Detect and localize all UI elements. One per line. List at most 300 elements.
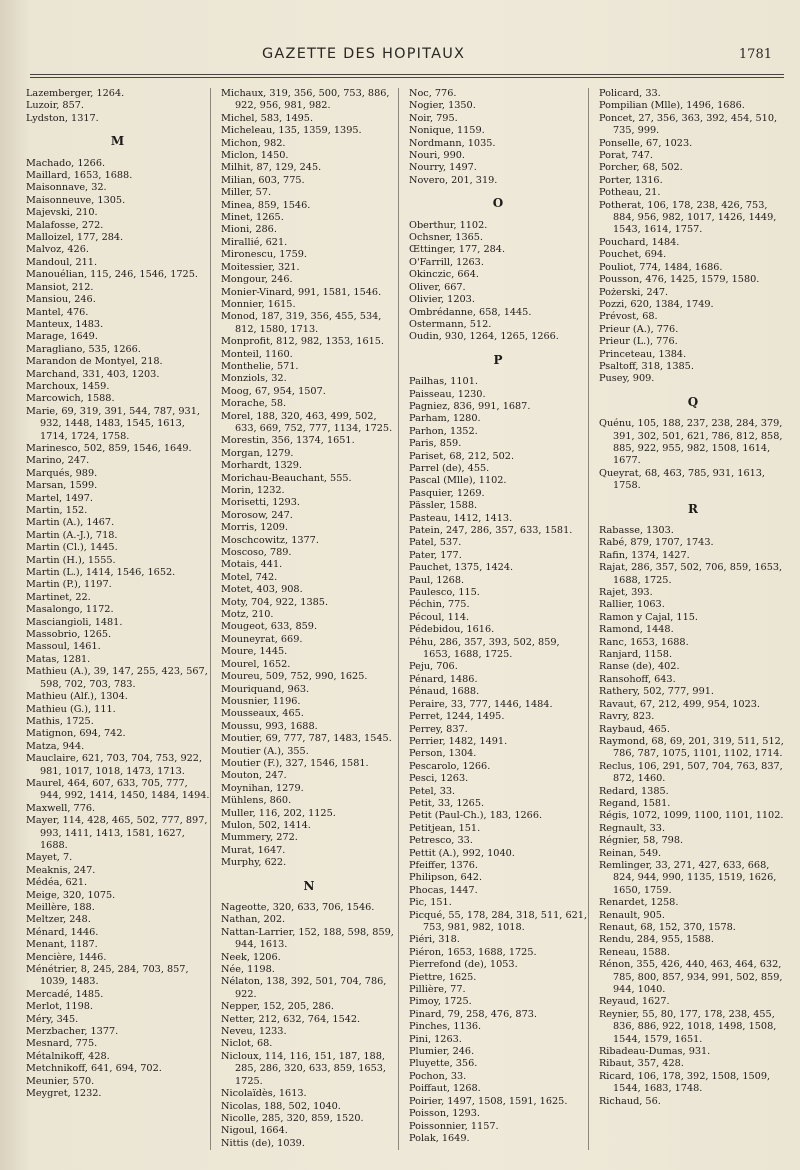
index-entry: Moschcowitz, 1377. [221, 534, 319, 546]
header-rule-thin [30, 74, 784, 75]
index-entry: Renault, 905. [599, 909, 666, 921]
index-entry: Merlot, 1198. [26, 1001, 93, 1013]
index-entry: Mansiou, 246. [26, 294, 96, 306]
index-entry: Majevski, 210. [26, 207, 98, 219]
index-entry: Moscoso, 789. [221, 547, 292, 559]
index-entry: Marie, 69, 319, 391, 544, 787, 931, 932, 1448, 1483, 1545, 1613, 1714, 1724, 1758. [26, 405, 200, 442]
index-entry: Metchnikoff, 641, 694, 702. [26, 1063, 162, 1075]
index-entry: Martin (Cl.), 1445. [26, 542, 118, 554]
index-entry: Paul, 1268. [409, 574, 465, 586]
index-entry: Moussu, 993, 1688. [221, 720, 318, 732]
index-entry: Queyrat, 68, 463, 785, 931, 1613, 1758. [599, 467, 766, 492]
index-entry: Mathieu (A.), 39, 147, 255, 423, 567, 598, 702, 703, 783. [26, 666, 208, 690]
index-entry: Person, 1304. [409, 748, 477, 760]
index-entry: Muller, 116, 202, 1125. [221, 807, 336, 819]
index-entry: Ranjard, 1158. [599, 649, 673, 661]
index-entry: Manouélian, 115, 246, 1546, 1725. [26, 269, 198, 281]
index-entry: Lazemberger, 1264. [26, 88, 125, 99]
index-entry: Matza, 944. [26, 740, 85, 752]
index-entry: Nouri, 990. [409, 150, 466, 162]
index-entry: Matignon, 694, 742. [26, 728, 126, 740]
index-entry: Prévost, 68. [599, 311, 658, 323]
index-entry: Pożerski, 247. [599, 286, 669, 298]
index-entry: Mercadé, 1485. [26, 988, 104, 1000]
index-column-1 [22, 88, 210, 1150]
index-entry: Pini, 1263. [409, 1033, 462, 1045]
index-entry: Meltzer, 248. [26, 914, 91, 926]
index-entry: Régnier, 58, 798. [599, 835, 684, 847]
index-entry: Philipson, 642. [409, 872, 483, 884]
index-entry: Ravaut, 67, 212, 499, 954, 1023. [599, 698, 760, 710]
index-entry: Rajet, 393. [599, 587, 653, 599]
index-entry: Parrel (de), 455. [409, 462, 490, 474]
index-entry: Rabasse, 1303. [599, 525, 674, 536]
index-entry: Nicolaïdès, 1613. [221, 1088, 307, 1100]
index-entry: Méry, 345. [26, 1013, 79, 1025]
index-entry: Nonique, 1159. [409, 125, 485, 137]
index-entry: Matas, 1281. [26, 653, 91, 665]
index-entry: Mourel, 1652. [221, 658, 291, 670]
index-entry: Parham, 1280. [409, 413, 481, 425]
index-entry: Ombrédanne, 658, 1445. [409, 306, 532, 318]
index-entry: Motz, 210. [221, 609, 274, 621]
index-entry: Poirier, 1497, 1508, 1591, 1625. [409, 1095, 568, 1107]
index-entry: Milian, 603, 775. [221, 174, 305, 186]
index-entry: Pouchet, 694. [599, 249, 667, 261]
index-entry: Minea, 859, 1546. [221, 199, 311, 211]
index-entry: Monod, 187, 319, 356, 455, 534, 812, 1580, 1713. [221, 311, 382, 335]
index-entry: Phocas, 1447. [409, 884, 478, 896]
index-entry: Pic, 151. [409, 897, 452, 909]
index-entry: Motais, 441. [221, 559, 283, 571]
index-entry: Mironescu, 1759. [221, 249, 307, 261]
index-entry: Pédebidou, 1616. [409, 624, 495, 636]
index-entry: Nicolle, 285, 320, 859, 1520. [221, 1112, 364, 1124]
index-entry: Ménard, 1446. [26, 926, 99, 938]
index-entry: Mathieu (Alf.), 1304. [26, 691, 128, 703]
index-entry: Morris, 1209. [221, 522, 288, 534]
index-entry: Potheau, 21. [599, 187, 661, 199]
index-entry: Reclus, 106, 291, 507, 704, 763, 837, 872, 1460. [599, 760, 783, 785]
index-entry: Ramond, 1448. [599, 624, 674, 636]
index-entry: Monprofit, 812, 982, 1353, 1615. [221, 336, 385, 348]
index-entry: Maxwell, 776. [26, 802, 96, 814]
index-entry: Poncet, 27, 356, 363, 392, 454, 510, 735, 999. [599, 112, 778, 137]
index-entry: Massobrio, 1265. [26, 629, 112, 641]
index-entry: Mathieu (G.), 111. [26, 703, 116, 715]
index-entry: Michon, 982. [221, 137, 286, 149]
index-entry: Pagniez, 836, 991, 1687. [409, 400, 531, 412]
index-entry: Ravry, 823. [599, 711, 655, 723]
index-entry: Monier-Vinard, 991, 1581, 1546. [221, 286, 382, 298]
index-entry: Péhu, 286, 357, 393, 502, 859, 1653, 1688, 1725. [409, 636, 560, 661]
index-entry: Quénu, 105, 188, 237, 238, 284, 379, 391, 302, 501, 621, 786, 812, 858, 885, 922, 955, 982, 1508, 1614, 1677. [599, 418, 783, 467]
index-entry: Poissonnier, 1157. [409, 1120, 499, 1132]
index-entry: Pouchard, 1484. [599, 236, 680, 248]
index-entry: Paisseau, 1230. [409, 388, 486, 400]
index-entry: Pinches, 1136. [409, 1021, 482, 1033]
index-entry: Meygret, 1232. [26, 1088, 102, 1100]
index-entry: Malloizel, 177, 284. [26, 232, 124, 244]
index-entry: Martinet, 22. [26, 591, 91, 603]
index-entry: Mouneyrat, 669. [221, 633, 303, 645]
index-entry: Malafosse, 272. [26, 219, 104, 231]
index-entry: Monziols, 32. [221, 373, 287, 385]
index-entry: Michaux, 319, 356, 500, 753, 886, 922, 956, 981, 982. [221, 88, 390, 112]
index-entry: Redard, 1385. [599, 785, 669, 797]
index-entry: Murat, 1647. [221, 844, 286, 856]
index-entry: Marino, 247. [26, 455, 90, 467]
index-entry: Pfeiffer, 1376. [409, 859, 479, 871]
index-entry: Lydston, 1317. [26, 112, 99, 124]
index-entry: Pater, 177. [409, 549, 462, 561]
index-entry: Pousson, 476, 1425, 1579, 1580. [599, 274, 760, 286]
index-entry: Morin, 1232. [221, 485, 285, 496]
index-entry: Morosow, 247. [221, 509, 293, 521]
index-entry: Prieur (L.), 776. [599, 336, 678, 348]
index-entry: Morisetti, 1293. [221, 497, 300, 509]
index-entry: Morel, 188, 320, 463, 499, 502, 633, 669, 752, 777, 1134, 1725. [221, 410, 393, 434]
index-entry: Princeteau, 1384. [599, 348, 687, 360]
index-entry: Merzbacher, 1377. [26, 1026, 119, 1038]
index-entry: Perrey, 837. [409, 723, 468, 735]
index-entry: Reynier, 55, 80, 177, 178, 238, 455, 836, 886, 922, 1018, 1498, 1508, 1544, 1579, 1651. [599, 1008, 777, 1045]
index-entry: Pénard, 1486. [409, 673, 478, 685]
index-entry: Petitjean, 151. [409, 822, 481, 834]
index-entry: Milhit, 87, 129, 245. [221, 162, 322, 174]
index-entry: Morhardt, 1329. [221, 460, 303, 472]
index-entry: Poiffaut, 1268. [409, 1083, 481, 1095]
index-entry: Mulon, 502, 1414. [221, 819, 311, 831]
index-entry: Née, 1198. [221, 964, 275, 976]
index-entry: Marqués, 989. [26, 467, 98, 479]
index-entry: Martin (A.-J.), 718. [26, 529, 118, 541]
index-entry: Rajat, 286, 357, 502, 706, 859, 1653, 1688, 1725. [599, 562, 783, 586]
index-entry: Moutier, 69, 777, 787, 1483, 1545. [221, 733, 392, 745]
index-entry: Nélaton, 138, 392, 501, 704, 786, 922. [221, 976, 387, 1000]
index-entry: Mougeot, 633, 859. [221, 621, 318, 633]
index-entry: Péchin, 775. [409, 599, 470, 611]
index-entry: Pillière, 77. [409, 984, 466, 996]
index-entry: Pochon, 33. [409, 1070, 467, 1082]
index-column-4 [588, 88, 788, 1150]
index-entry: Ribaut, 357, 428. [599, 1058, 684, 1070]
index-entry: Meige, 320, 1075. [26, 889, 116, 901]
index-entry: Nigoul, 1664. [221, 1125, 288, 1137]
index-entry: Ochsner, 1365. [409, 232, 484, 244]
index-entry: Nordmann, 1035. [409, 137, 496, 149]
index-entry: Masalongo, 1172. [26, 604, 114, 616]
index-entry: Marchand, 331, 403, 1203. [26, 368, 160, 380]
index-entry: Novero, 201, 319. [409, 174, 498, 186]
index-entry: Pusey, 909. [599, 373, 655, 385]
index-entry: Maisonnave, 32. [26, 182, 107, 194]
index-entry: Martel, 1497. [26, 492, 93, 504]
index-entry: Mirallié, 621. [221, 236, 288, 248]
index-entry: Machado, 1266. [26, 157, 106, 169]
index-entry: Ménétrier, 8, 245, 284, 703, 857, 1039, 1483. [26, 964, 189, 988]
index-entry: Pauchet, 1375, 1424. [409, 562, 514, 574]
index-entry: Moog, 67, 954, 1507. [221, 385, 326, 397]
index-entry: Rafin, 1374, 1427. [599, 549, 690, 561]
index-entry: Patein, 247, 286, 357, 633, 1581. [409, 525, 573, 536]
index-entry: Psaltoff, 318, 1385. [599, 360, 694, 372]
index-entry: Mathis, 1725. [26, 715, 94, 727]
index-entry: Petit (Paul-Ch.), 183, 1266. [409, 810, 543, 822]
index-entry: Mongour, 246. [221, 274, 293, 286]
index-entry: Pascal (Mlle), 1102. [409, 475, 507, 487]
index-entry: Paulesco, 115. [409, 587, 480, 599]
index-entry: Nicloux, 114, 116, 151, 187, 188, 285, 286, 320, 633, 859, 1653, 1725. [221, 1050, 386, 1087]
index-entry: Mummery, 272. [221, 832, 298, 844]
index-entry: Martin, 152. [26, 505, 88, 516]
index-entry: Morichau-Beauchant, 555. [221, 472, 352, 484]
index-entry: Noc, 776. [409, 88, 457, 99]
index-entry: Mencière, 1446. [26, 951, 107, 963]
index-entry: Martin (H.), 1555. [26, 554, 116, 566]
index-entry: Piéri, 318. [409, 934, 460, 946]
index-entry: Miller, 57. [221, 187, 272, 199]
index-entry: Piéron, 1653, 1688, 1725. [409, 946, 537, 958]
index-entry: Maillard, 1653, 1688. [26, 170, 133, 182]
index-entry: Picqué, 55, 178, 284, 318, 511, 621, 753, 981, 982, 1018. [409, 909, 588, 933]
index-entry: Pailhas, 1101. [409, 376, 478, 388]
index-entry: Marsan, 1599. [26, 480, 98, 492]
index-entry: Moutier (A.), 355. [221, 745, 309, 757]
index-entry: Nicolas, 188, 502, 1040. [221, 1100, 341, 1112]
index-entry: Pasteau, 1412, 1413. [409, 512, 513, 524]
index-entry: Monthelie, 571. [221, 360, 299, 372]
index-entry: Mousseaux, 465. [221, 708, 304, 720]
index-entry: Micheleau, 135, 1359, 1395. [221, 125, 362, 137]
index-entry: Maisonneuve, 1305. [26, 194, 126, 206]
index-entry: Petit, 33, 1265. [409, 797, 485, 809]
index-entry: Mühlens, 860. [221, 795, 292, 807]
index-entry: O'Farrill, 1263. [409, 256, 484, 268]
index-entry: Richaud, 56. [599, 1095, 661, 1107]
index-entry: Remlinger, 33, 271, 427, 633, 668, 824, 944, 990, 1135, 1519, 1626, 1650, 1759. [599, 859, 777, 896]
index-entry: Pierrefond (de), 1053. [409, 959, 518, 971]
index-entry: Morgan, 1279. [221, 447, 294, 459]
index-entry: Ricard, 106, 178, 392, 1508, 1509, 1544, 1683, 1748. [599, 1070, 771, 1095]
index-entry: Perret, 1244, 1495. [409, 711, 505, 723]
index-entry: Nathan, 202. [221, 914, 286, 926]
index-entry: Nageotte, 320, 633, 706, 1546. [221, 902, 375, 913]
index-entry: Reyaud, 1627. [599, 996, 670, 1008]
index-column-3 [398, 88, 588, 1150]
index-entry: Luzoir, 857. [26, 100, 85, 112]
index-entry: Petresco, 33. [409, 835, 473, 847]
header-rule-thick [30, 77, 784, 78]
index-entry: Moure, 1445. [221, 646, 288, 658]
index-entry: Monnier, 1615. [221, 298, 296, 310]
section-letter-q: Q [687, 394, 700, 409]
index-entry: Mandoul, 211. [26, 256, 98, 268]
index-entry: Mansiot, 212. [26, 281, 94, 293]
section-letter-r: R [688, 501, 699, 516]
index-entry: Policard, 33. [599, 88, 661, 99]
index-entry: Prieur (A.), 776. [599, 323, 679, 335]
running-title: GAZETTE DES HOPITAUX [262, 46, 466, 62]
index-entry: Mesnard, 775. [26, 1038, 98, 1050]
index-entry: Martin (L.), 1414, 1546, 1652. [26, 567, 176, 579]
index-entry: Oudin, 930, 1264, 1265, 1266. [409, 331, 559, 343]
index-entry: Moitessier, 321. [221, 261, 300, 273]
index-entry: Pettit (A.), 992, 1040. [409, 847, 515, 859]
index-entry: Mousnier, 1196. [221, 695, 301, 707]
index-entry: Michel, 583, 1495. [221, 112, 314, 124]
index-entry: Meunier, 570. [26, 1075, 95, 1087]
index-entry: Ranc, 1653, 1688. [599, 636, 689, 648]
index-entry: Morestin, 356, 1374, 1651. [221, 435, 355, 447]
index-entry: Ransohoff, 643. [599, 673, 676, 685]
index-entry: Mioni, 286. [221, 224, 277, 236]
index-entry: Nogier, 1350. [409, 100, 476, 112]
index-entry: Moty, 704, 922, 1385. [221, 596, 329, 608]
index-entry: Mayer, 114, 428, 465, 502, 777, 897, 993, 1411, 1413, 1581, 1627, 1688. [26, 815, 208, 851]
index-entry: Ranse (de), 402. [599, 661, 680, 673]
index-entry: Olivier, 1203. [409, 294, 475, 306]
index-entry: Motet, 403, 908. [221, 584, 303, 596]
index-entry: Pouliot, 774, 1484, 1686. [599, 261, 723, 273]
index-entry: Nattan-Larrier, 152, 188, 598, 859, 944, 1613. [221, 926, 394, 951]
index-entry: Manteux, 1483. [26, 318, 104, 330]
index-entry: Potherat, 106, 178, 238, 426, 753, 884, 956, 982, 1017, 1426, 1449, 1543, 1614, 1757. [599, 199, 777, 236]
index-entry: Regnault, 33. [599, 822, 666, 834]
index-entry: Renaut, 68, 152, 370, 1578. [599, 922, 736, 933]
index-entry: Neek, 1206. [221, 951, 281, 963]
index-entry: Mayet, 7. [26, 852, 73, 864]
index-entry: Peju, 706. [409, 661, 458, 673]
index-entry: Minet, 1265. [221, 212, 284, 224]
section-letter-m: M [110, 134, 126, 149]
index-entry: Moynihan, 1279. [221, 782, 304, 794]
section-letter-p: P [493, 352, 504, 367]
index-entry: Pécoul, 114. [409, 611, 470, 623]
index-entry: Pariset, 68, 212, 502. [409, 450, 515, 462]
index-entry: Miclon, 1450. [221, 150, 289, 162]
index-entry: Nourry, 1497. [409, 162, 477, 174]
index-entry: Rallier, 1063. [599, 599, 665, 611]
index-entry: Meaknis, 247. [26, 864, 96, 876]
index-entry: Ramon y Cajal, 115. [599, 611, 698, 623]
page-number: 1781 [738, 47, 772, 62]
index-entry: Oberthur, 1102. [409, 219, 488, 231]
index-entry: Porter, 1316. [599, 174, 663, 186]
index-entry: Pompilian (Mlle), 1496, 1686. [599, 100, 745, 112]
index-entry: Marandon de Montyel, 218. [26, 356, 163, 368]
index-entry: Maragliano, 535, 1266. [26, 343, 141, 355]
index-entry: Mouton, 247. [221, 770, 287, 782]
index-entry: Rénon, 355, 426, 440, 463, 464, 632, 785, 800, 857, 934, 991, 502, 859, 944, 1040. [599, 959, 783, 996]
index-entry: Parhon, 1352. [409, 425, 478, 437]
index-entry: Niclot, 68. [221, 1038, 273, 1050]
index-entry: Regand, 1581. [599, 797, 671, 809]
index-entry: Rabé, 879, 1707, 1743. [599, 537, 714, 549]
index-entry: Porcher, 68, 502. [599, 162, 683, 174]
index-entry: Rathery, 502, 777, 991. [599, 686, 714, 698]
index-entry: Pozzi, 620, 1384, 1749. [599, 298, 714, 310]
index-entry: Patel, 537. [409, 537, 462, 549]
index-entry: Okinczic, 664. [409, 269, 479, 281]
index-entry: Monteil, 1160. [221, 348, 293, 360]
index-entry: Nittis (de), 1039. [221, 1137, 305, 1149]
index-entry: Raybaud, 465. [599, 723, 670, 735]
index-entry: Mauclaire, 621, 703, 704, 753, 922, 981, 1017, 1018, 1473, 1713. [26, 753, 203, 777]
index-entry: Menant, 1187. [26, 939, 98, 951]
index-entry: Neveu, 1233. [221, 1026, 287, 1038]
index-entry: Œttinger, 177, 284. [409, 244, 506, 256]
index-entry: Murphy, 622. [221, 857, 287, 869]
index-entry: Martin (P.), 1197. [26, 579, 112, 591]
index-entry: Plumier, 246. [409, 1046, 475, 1058]
section-letter-o: O [492, 196, 505, 211]
index-entry: Pescarolo, 1266. [409, 760, 491, 772]
index-entry: Renardet, 1258. [599, 897, 679, 909]
index-entry: Noir, 795. [409, 112, 458, 124]
index-entry: Marchoux, 1459. [26, 380, 110, 392]
index-entry: Médéa, 621. [26, 877, 88, 889]
index-entry: Perrier, 1482, 1491. [409, 735, 508, 747]
index-entry: Pässler, 1588. [409, 500, 478, 512]
index-entry: Netter, 212, 632, 764, 1542. [221, 1013, 361, 1025]
index-entry: Ponselle, 67, 1023. [599, 137, 693, 149]
index-entry: Rendu, 284, 955, 1588. [599, 934, 714, 946]
index-entry: Masciangioli, 1481. [26, 616, 123, 628]
index-entry: Pinard, 79, 258, 476, 873. [409, 1008, 537, 1020]
index-entry: Pimoy, 1725. [409, 996, 472, 1008]
index-entry: Moureu, 509, 752, 990, 1625. [221, 671, 368, 683]
index-entry: Raymond, 68, 69, 201, 319, 511, 512, 786, 787, 1075, 1101, 1102, 1714. [599, 735, 784, 760]
index-entry: Pesci, 1263. [409, 773, 469, 785]
index-entry: Malvoz, 426. [26, 244, 89, 256]
index-entry: Reinan, 549. [599, 847, 662, 859]
index-entry: Marinesco, 502, 859, 1546, 1649. [26, 442, 192, 454]
index-entry: Morache, 58. [221, 398, 287, 410]
index-entry: Reneau, 1588. [599, 946, 670, 958]
index-entry: Polak, 1649. [409, 1132, 470, 1144]
index-entry: Meillère, 188. [26, 902, 95, 913]
index-entry: Motel, 742. [221, 571, 278, 583]
index-entry: Pluyette, 356. [409, 1058, 478, 1070]
index-entry: Massoul, 1461. [26, 641, 101, 653]
index-entry: Peraire, 33, 777, 1446, 1484. [409, 698, 553, 710]
index-column-2 [210, 88, 398, 1150]
index-entry: Oliver, 667. [409, 281, 466, 293]
index-entry: Marcowich, 1588. [26, 393, 115, 405]
index-entry: Métalnikoff, 428. [26, 1050, 110, 1062]
index-entry: Moutier (F.), 327, 1546, 1581. [221, 757, 369, 769]
index-entry: Petel, 33. [409, 785, 456, 797]
section-letter-n: N [303, 878, 316, 893]
index-entry: Martin (A.), 1467. [26, 517, 115, 529]
index-entry: Mantel, 476. [26, 306, 89, 318]
index-columns [22, 88, 788, 1150]
index-entry: Pénaud, 1688. [409, 686, 480, 698]
index-entry: Pasquier, 1269. [409, 487, 485, 499]
page-header [0, 42, 800, 72]
index-entry: Piettre, 1625. [409, 971, 477, 983]
index-entry: Nepper, 152, 205, 286. [221, 1001, 334, 1013]
index-entry: Paris, 859. [409, 438, 462, 450]
index-entry: Mouriquand, 963. [221, 683, 310, 695]
index-entry: Ostermann, 512. [409, 318, 492, 330]
index-entry: Marage, 1649. [26, 331, 98, 343]
index-entry: Régis, 1072, 1099, 1100, 1101, 1102. [599, 810, 784, 822]
index-entry: Ribadeau-Dumas, 931. [599, 1046, 711, 1058]
index-entry: Poisson, 1293. [409, 1108, 480, 1120]
index-entry: Maurel, 464, 607, 633, 705, 777, 944, 992, 1414, 1450, 1484, 1494. [26, 777, 210, 802]
